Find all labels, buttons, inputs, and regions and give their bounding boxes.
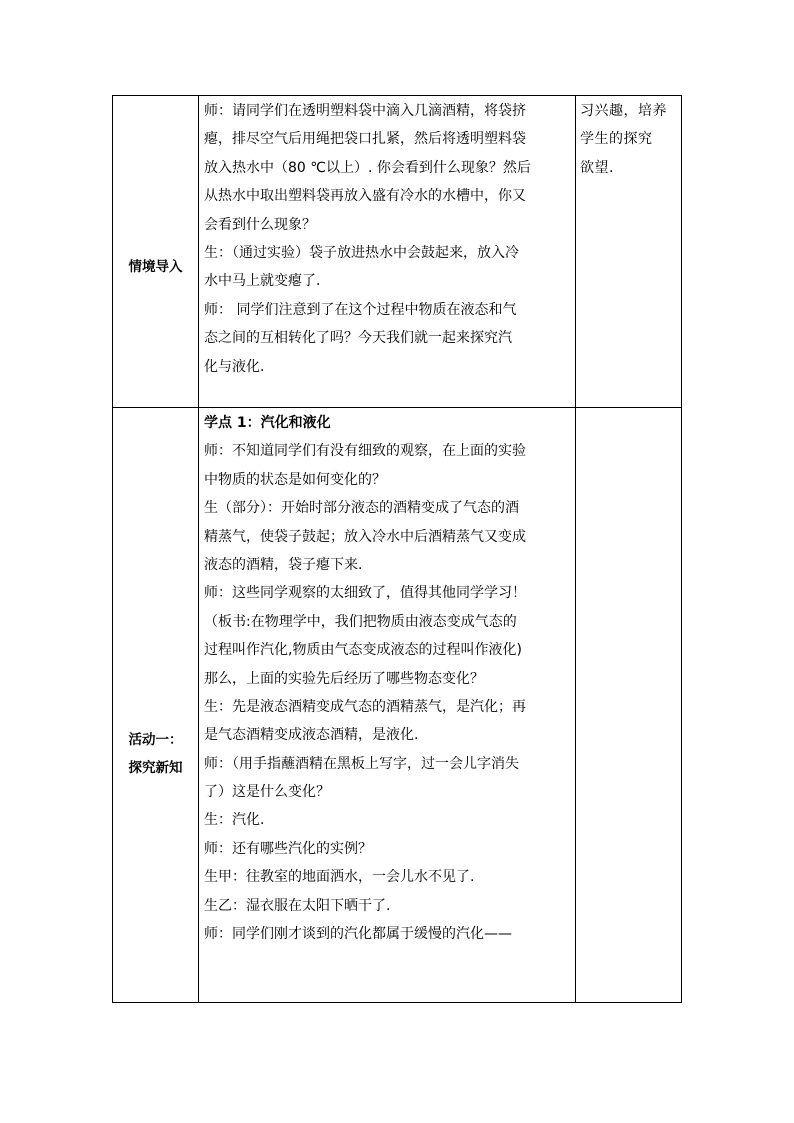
text-line: 那么，上面的实验先后经历了哪些物态变化？ [204,670,484,687]
text-line: 生：先是液态酒精变成气态的酒精蒸气，是汽化；再 [204,698,526,715]
text-line: 中物质的状态是如何变化的？ [204,471,386,488]
section-heading: 学点 1：汽化和液化 [204,415,331,431]
text-line: 态之间的互相转化了吗？今天我们就一起来探究汽 [204,330,512,347]
content-lines [199,96,575,381]
text-line: 生甲：往教室的地面洒水，一会儿水不见了. [204,869,475,886]
stage-label-cell [113,96,199,408]
text-line: 水中马上就变瘪了. [204,273,321,290]
purpose-cell [576,408,682,1003]
text-line: 会看到什么现象？ [204,216,316,233]
table-row-intro [113,96,682,408]
text-line: 师： 同学们注意到了在这个过程中物质在液态和气 [204,301,517,318]
text-line: 化与液化. [204,358,265,375]
purpose-lines [576,96,681,182]
text-line: 瘪，排尽空气后用绳把袋口扎紧，然后将透明塑料袋 [204,131,526,148]
stage-label: 探究新知 [128,760,183,776]
table-row-activity-one [113,408,682,1003]
content-cell [199,96,576,408]
text-line: 生乙：湿衣服在太阳下晒干了. [204,897,391,914]
lesson-plan-table [112,95,682,1003]
text-line: 从热水中取出塑料袋再放入盛有冷水的水槽中，你又 [204,188,526,205]
text-line: 师：请同学们在透明塑料袋中滴入几滴酒精，将袋挤 [204,103,526,119]
content-lines [199,408,575,948]
text-line: 了）这是什么变化？ [204,784,330,801]
text-line: 生（部分）：开始时部分液态的酒精变成了气态的酒 [204,500,519,517]
text-line: 师：同学们刚才谈到的汽化都属于缓慢的汽化—— [204,926,512,943]
purpose-text-line: 欲望. [580,159,614,176]
text-line: 生：（通过实验）袋子放进热水中会鼓起来，放入冷 [204,244,519,261]
text-line: 师：这些同学观察的太细致了，值得其他同学学习！ [204,585,526,602]
purpose-lines [576,408,681,409]
text-line: 精蒸气，使袋子鼓起；放入冷水中后酒精蒸气又变成 [204,528,526,545]
stage-label: 活动一： [128,732,183,748]
stage-label-cell [113,408,199,1003]
text-line: 师：不知道同学们有没有细致的观察，在上面的实验 [204,443,526,460]
text-line: 过程叫作汽化,物质由气态变成液态的过程叫作液化) [204,642,522,659]
stage-label: 情境导入 [128,259,183,275]
text-line: 是气态酒精变成液态酒精，是液化. [204,727,419,744]
text-line: 生：汽化. [204,812,265,829]
text-line: 师：（用手指蘸酒精在黑板上写字，过一会儿字消失 [204,755,519,772]
purpose-text-line: 习兴趣，培养 [580,103,667,119]
content-cell [199,408,576,1003]
text-line: 放入热水中（80 ℃以上）. 你会看到什么现象？然后 [204,159,531,176]
text-line: 师：还有哪些汽化的实例？ [204,840,372,857]
text-line: （板书:在物理学中，我们把物质由液态变成气态的 [204,613,517,630]
purpose-text-line: 学生的探究 [580,131,653,148]
text-line: 液态的酒精，袋子瘪下来. [204,556,363,573]
purpose-cell [576,96,682,408]
